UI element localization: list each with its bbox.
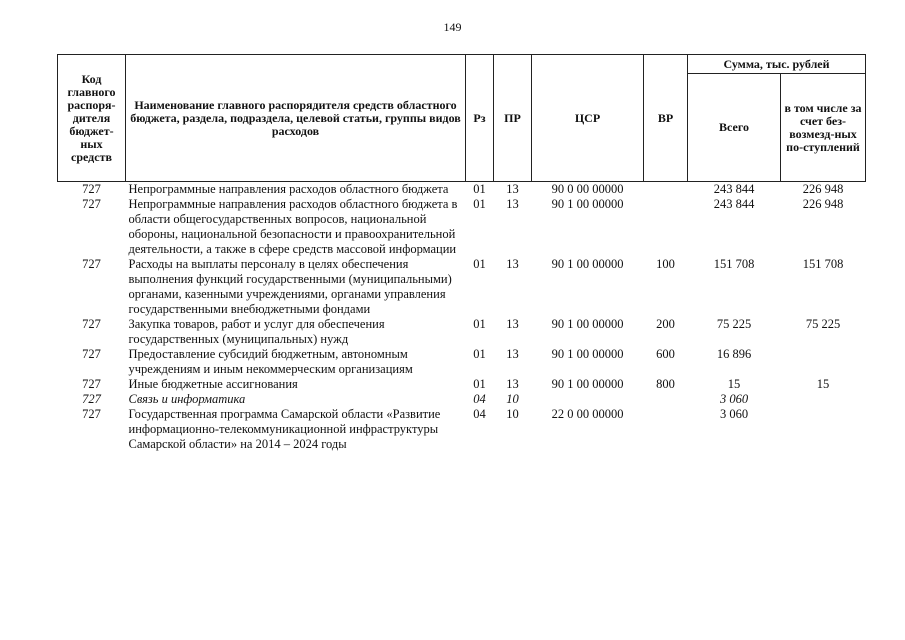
cell-rz: 04	[473, 407, 486, 421]
page-number: 149	[443, 20, 462, 34]
cell-name: Непрограммные направления расходов областного бюджета в области общегосударственных вопросов, национальной обороны, национальной безопасности и правоохранительной деятельности, а также в сфере средств массовой информации	[128, 197, 458, 256]
cell-rz: 01	[473, 317, 486, 331]
table-row	[58, 182, 866, 198]
cell-code: 727	[82, 317, 101, 331]
header-rz: Рз	[466, 55, 494, 182]
cell-total: 243 844	[713, 197, 755, 211]
cell-code: 727	[82, 182, 101, 196]
cell-code: 727	[82, 347, 101, 361]
cell-csr: 90 1 00 00000	[551, 377, 624, 391]
header-free: в том числе за счет без-возмезд-ных по-ступлений	[781, 74, 866, 182]
cell-pr: 13	[506, 257, 519, 271]
cell-free: 15	[816, 377, 830, 391]
cell-vr: 800	[656, 377, 675, 391]
table-row	[58, 377, 866, 392]
table-row	[58, 257, 866, 317]
header-vr: ВР	[644, 55, 688, 182]
cell-free: 226 948	[802, 182, 844, 196]
cell-csr: 90 0 00 00000	[551, 182, 624, 196]
cell-code: 727	[82, 197, 101, 211]
cell-pr: 13	[506, 197, 519, 211]
header-total: Всего	[688, 74, 781, 182]
cell-vr: 200	[656, 317, 675, 331]
cell-pr: 10	[506, 407, 519, 421]
cell-csr: 90 1 00 00000	[551, 197, 624, 211]
cell-free: 75 225	[805, 317, 841, 331]
cell-code: 727	[82, 257, 101, 271]
cell-vr	[644, 392, 688, 407]
cell-name: Закупка товаров, работ и услуг для обеспечения государственных (муниципальных) нужд	[128, 317, 385, 346]
cell-free: 226 948	[802, 197, 844, 211]
header-csr: ЦСР	[532, 55, 644, 182]
cell-pr: 13	[506, 317, 519, 331]
cell-code: 727	[82, 407, 101, 421]
cell-free	[781, 407, 866, 452]
cell-rz: 01	[473, 257, 486, 271]
header-code: Код главного распоря-дителя бюджет-ных средств	[58, 55, 126, 182]
cell-vr	[644, 197, 688, 257]
cell-free	[781, 392, 866, 407]
cell-pr: 13	[506, 182, 519, 196]
cell-csr: 90 1 00 00000	[551, 347, 624, 361]
cell-total: 151 708	[713, 257, 755, 271]
cell-total: 15	[727, 377, 741, 391]
table-row	[58, 392, 866, 407]
header-pr: ПР	[494, 55, 532, 182]
cell-csr: 90 1 00 00000	[551, 257, 624, 271]
table-header	[58, 55, 866, 182]
cell-pr: 13	[506, 377, 519, 391]
cell-csr	[532, 392, 644, 407]
cell-name: Связь и информатика	[128, 392, 246, 406]
cell-total: 75 225	[716, 317, 752, 331]
budget-table	[57, 54, 866, 452]
cell-name: Предоставление субсидий бюджетным, автономным учреждениям и иным некоммерческим организациям	[128, 347, 413, 376]
cell-free: 151 708	[802, 257, 844, 271]
table-row	[58, 347, 866, 377]
cell-csr: 22 0 00 00000	[551, 407, 624, 421]
cell-total: 3 060	[719, 392, 749, 406]
cell-csr: 90 1 00 00000	[551, 317, 624, 331]
table-row	[58, 407, 866, 452]
cell-rz: 01	[473, 197, 486, 211]
header-name: Наименование главного распорядителя средств областного бюджета, раздела, подраздела, целевой статьи, группы видов расходов	[126, 55, 466, 182]
cell-rz: 01	[473, 182, 486, 196]
cell-total: 243 844	[713, 182, 755, 196]
cell-name: Непрограммные направления расходов областного бюджета	[128, 182, 449, 196]
table-row	[58, 197, 866, 257]
cell-name: Государственная программа Самарской области «Развитие информационно-телекоммуникационной инфраструктуры Самарской области» на 2014 – 2024 годы	[128, 407, 441, 451]
cell-rz: 04	[473, 392, 486, 406]
cell-name: Расходы на выплаты персоналу в целях обеспечения выполнения функций государственными (муниципальными) органами, казенными учреждениями, органами управления государственными внебюджетными фондами	[128, 257, 452, 316]
cell-rz: 01	[473, 347, 486, 361]
cell-free	[781, 347, 866, 377]
cell-vr: 600	[656, 347, 675, 361]
cell-pr: 13	[506, 347, 519, 361]
cell-vr	[644, 182, 688, 198]
header-sum: Сумма, тыс. рублей	[688, 55, 866, 74]
cell-rz: 01	[473, 377, 486, 391]
table-row	[58, 317, 866, 347]
cell-total: 16 896	[716, 347, 752, 361]
cell-name: Иные бюджетные ассигнования	[128, 377, 298, 391]
cell-vr: 100	[656, 257, 675, 271]
cell-pr: 10	[506, 392, 519, 406]
cell-code: 727	[82, 392, 101, 406]
table-body	[58, 182, 866, 453]
cell-vr	[644, 407, 688, 452]
cell-code: 727	[82, 377, 101, 391]
cell-total: 3 060	[719, 407, 749, 421]
